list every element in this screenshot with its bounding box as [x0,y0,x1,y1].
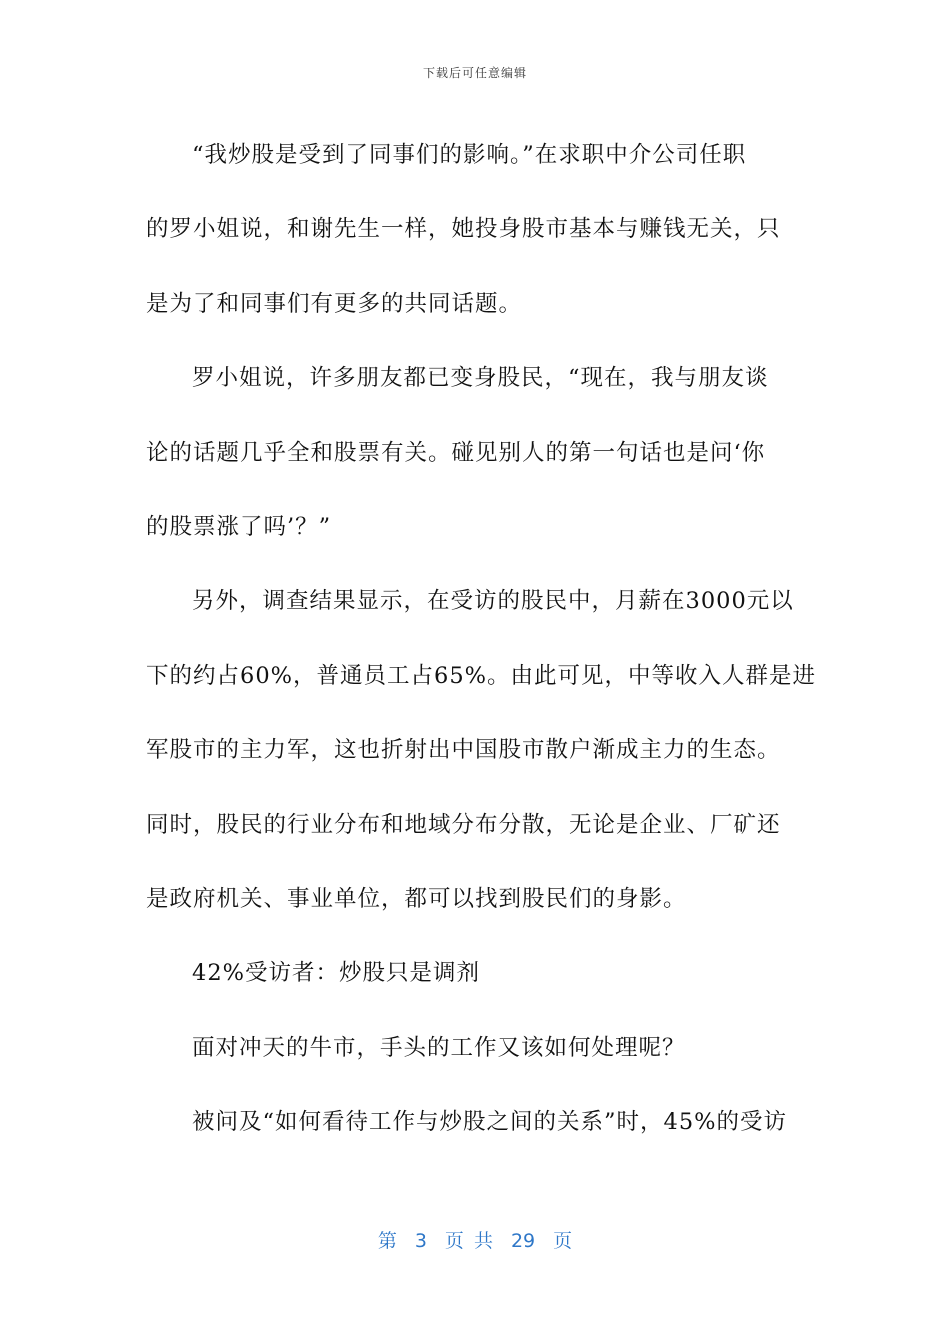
text-line: 被问及“如何看待工作与炒股之间的关系”时，45%的受访 [192,1109,788,1136]
text-line: “我炒股是受到了同事们的影响。”在求职中介公司任职 [192,142,747,168]
text-line: 是政府机关、事业单位，都可以找到股民们的身影。 [146,885,687,912]
footer-prefix: 第 [377,1230,397,1252]
text-line: 下的约占60%，普通员工占65%。由此可见，中等收入人群是进 [146,662,817,689]
text-line: 同时，股民的行业分布和地域分布分散，无论是企业、厂矿还 [146,811,781,838]
text-line: 论的话题几乎全和股票有关。碰见别人的第一句话也是问‘你 [146,439,766,466]
section-heading: 42%受访者：炒股只是调剂 [192,960,481,987]
text-line: 的罗小姐说，和谢先生一样，她投身股市基本与赚钱无关，只 [146,216,781,243]
text-line: 面对冲天的牛市，手头的工作又该如何处理呢？ [192,1034,686,1061]
text-line: 的股票涨了吗’？” [146,513,332,540]
page-header: 下载后可任意编辑 [422,66,527,80]
text-line: 军股市的主力军，这也折射出中国股市散户渐成主力的生态。 [146,737,781,764]
footer-suffix: 页 [553,1230,573,1252]
text-line: 罗小姐说，许多朋友都已变身股民，“现在，我与朋友谈 [192,365,769,392]
footer-middle: 页 共 [444,1230,493,1252]
text-line: 是为了和同事们有更多的共同话题。 [146,290,523,317]
current-page-number: 3 [414,1230,427,1252]
document-body [146,118,817,1159]
text-line: 另外，调查结果显示，在受访的股民中，月薪在3000元以 [192,588,794,615]
page-footer [0,1226,950,1253]
total-page-count: 29 [510,1230,536,1252]
